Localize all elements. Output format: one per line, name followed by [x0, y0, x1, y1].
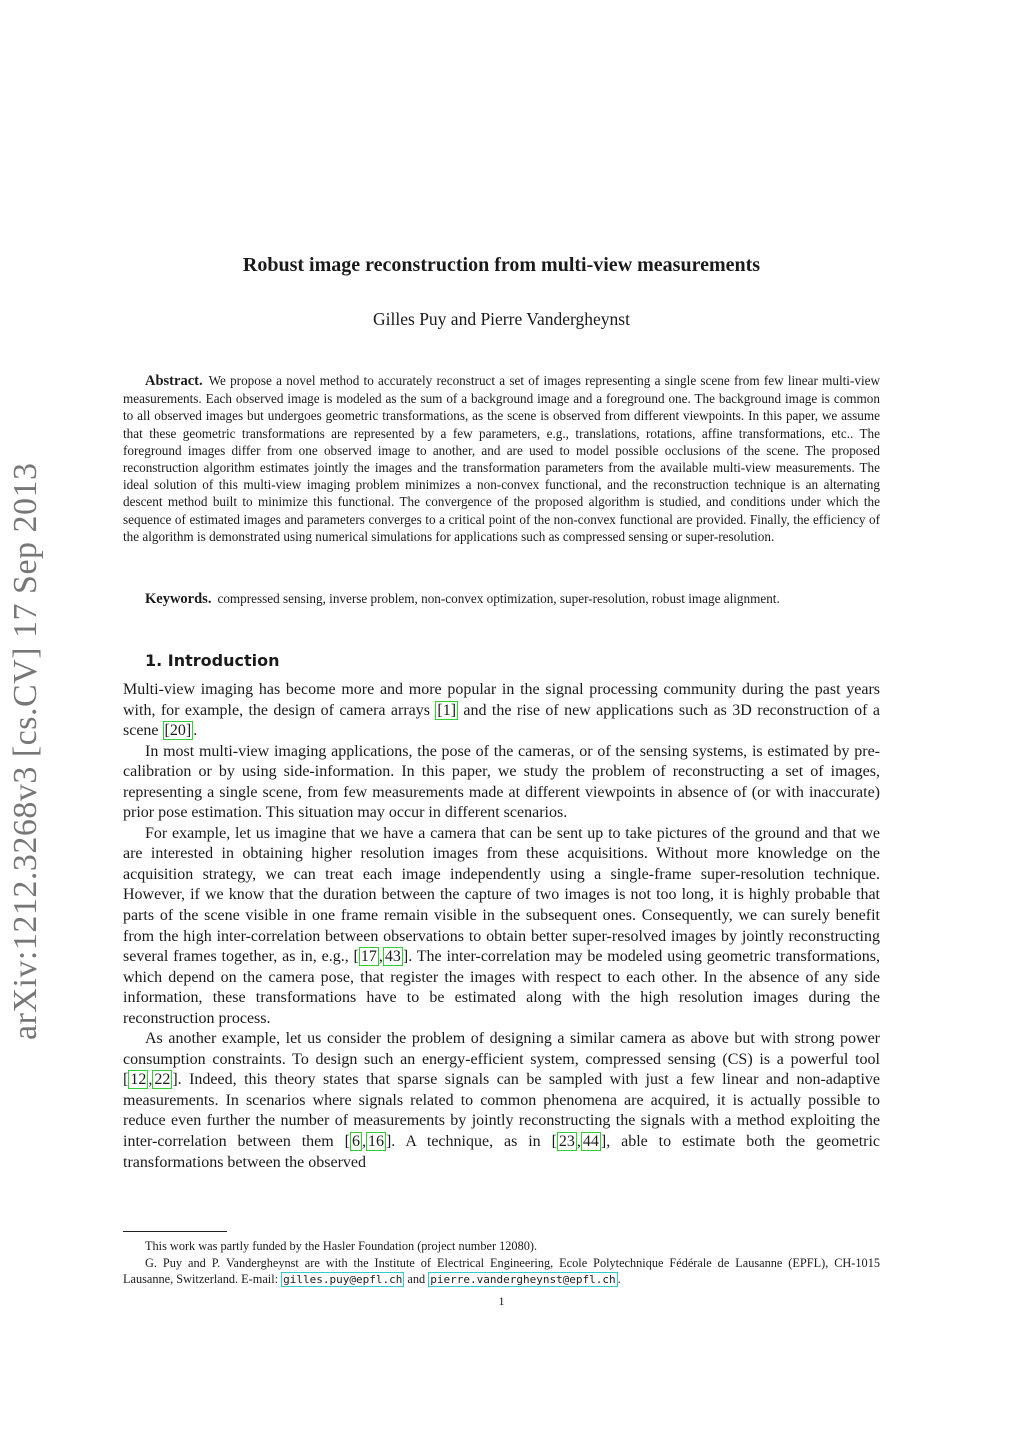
p3-text-1: For example, let us imagine that we have a camera that can be sent up to take pictures of the ground and that we are interested in obtaining higher resolution images from these acquisitions. Without more knowledge on the acquisition strategy, we can treat each image independently using a single-frame super-resolution technique. However, if we know that the duration between the capture of two images is not too long, it is highly probable that parts of the scene visible in one frame remain visible in the subsequent ones. Consequently, we can surely benefit from the high inter-correlation between observations to obtain better super-resolved images by jointly reconstructing several frames together, as in, e.g., [ — [123, 824, 880, 966]
citation-1[interactable]: [1] — [437, 701, 457, 719]
footnote-rule — [123, 1231, 227, 1232]
paper-title: Robust image reconstruction from multi-view measurements — [242, 254, 761, 276]
p4-text-1: As another example, let us consider the problem of designing a similar camera as above but with strong power consumption constraints. To design such an energy-efficient system, compressed sensing (CS) is a powerful tool [ — [123, 1030, 880, 1089]
citation-44[interactable]: 44 — [582, 1133, 599, 1151]
affiliation-text: G. Puy and P. Vandergheynst are with the Institute of Electrical Engineering, Ecole Polytechnique Fédérale de Lausanne (EPFL), CH-1015 Lausanne, Switzerland. E-mail: — [123, 1255, 880, 1286]
p4-text-3: ]. A technique, as in [ — [385, 1133, 557, 1151]
keywords-label: Keywords. — [145, 591, 212, 607]
section-heading-introduction: 1. Introduction — [145, 651, 280, 670]
footnotes — [123, 1238, 880, 1289]
citation-23[interactable]: 23 — [558, 1133, 575, 1151]
footnote-affiliation — [123, 1255, 880, 1289]
p1-text-1: Multi-view imaging has become more and more popular in the signal processing community during the past years with, for example, the design of camera arrays — [123, 681, 880, 719]
paper-authors: Gilles Puy and Pierre Vandergheynst — [373, 309, 630, 329]
p1-text-3: . — [193, 722, 198, 740]
citation-43[interactable]: 43 — [384, 948, 401, 966]
p4-sep-3: , — [576, 1133, 581, 1151]
page-number: 1 — [498, 1294, 505, 1308]
p4-sep-2: , — [361, 1133, 366, 1151]
citation-6[interactable]: 6 — [351, 1133, 360, 1151]
citation-12[interactable]: 12 — [130, 1071, 147, 1089]
paragraph-3 — [123, 824, 880, 1029]
citation-16[interactable]: 16 — [367, 1133, 384, 1151]
email-link-vandergheynst[interactable]: pierre.vandergheynst@epfl.ch — [430, 1273, 616, 1286]
citation-17[interactable]: 17 — [360, 948, 377, 966]
paragraph-2: In most multi-view imaging applications, the pose of the cameras, or of the sensing systems, is estimated by pre-calibration or by using side-information. In this paper, we study the problem of reconstructing a set of images, representing a single scene, from few measurements made at different viewpoints in absence of (or with inaccurate) prior pose estimation. This situation may occur in different scenarios. — [123, 742, 880, 822]
introduction-body — [123, 680, 880, 1173]
p4-text-2: ]. Indeed, this theory states that sparse signals can be sampled with just a few linear and non-adaptive measurements. In scenarios where signals related to common phenomena are acquired, it is actually possible to reduce even further the number of measurements by jointly reconstructing the signals with a method exploiting the inter-correlation between them [ — [123, 1071, 880, 1151]
footnote-end: . — [617, 1272, 621, 1286]
p1-text-2: and the rise of new applications such as 3D reconstruction of a scene — [123, 701, 880, 740]
footnote-funding: This work was partly funded by the Hasler Foundation (project number 12080). — [145, 1239, 538, 1253]
citation-22[interactable]: 22 — [154, 1071, 171, 1089]
p3-text-2: ]. The inter-correlation may be modeled using geometric transformations, which depend on the camera pose, that register the images with respect to each other. In the absence of any side information, these transformations have to be estimated along with the high resolution images during the reconstruction process. — [123, 948, 880, 1027]
abstract-label: Abstract. — [145, 373, 203, 389]
arxiv-side-stamp: arXiv:1212.3268v3 [cs.CV] 17 Sep 2013 — [7, 462, 44, 1040]
paragraph-4 — [123, 1029, 880, 1173]
p4-text-4: ], able to estimate both the geometric transformations between the observed — [123, 1133, 881, 1171]
p3-sep: , — [378, 948, 383, 966]
keywords-block — [123, 590, 880, 608]
abstract-text: We propose a novel method to accurately reconstruct a set of images representing a single scene from few linear multi-view measurements. Each observed image is modeled as the sum of a background image and a foreground one. The background image is common to all observed images but undergoes geometric transformations, as the scene is observed from different viewpoints. In this paper, we assume that these geometric transformations are represented by a few parameters, e.g., translations, rotations, affine transformations, etc.. The foreground images differ from one observed image to another, and are used to model possible occlusions of the scene. The proposed reconstruction algorithm estimates jointly the images and the transformation parameters from the available multi-view measurements. The ideal solution of this multi-view imaging problem minimizes a non-convex functional, and the reconstruction technique is an alternating descent method built to minimize this functional. The convergence of the proposed algorithm is studied, and conditions under which the sequence of estimated images and parameters converges to a critical point of the non-convex functional are provided. Finally, the efficiency of the algorithm is demonstrated using numerical simulations for applications such as compressed sensing or super-resolution. — [123, 373, 880, 544]
email-link-puy[interactable]: gilles.puy@epfl.ch — [283, 1273, 403, 1286]
abstract-block — [123, 372, 880, 545]
email-and: and — [404, 1272, 429, 1286]
paragraph-1 — [123, 680, 880, 742]
citation-20[interactable]: [20] — [164, 722, 192, 740]
p4-sep-1: , — [148, 1071, 153, 1089]
keywords-text: compressed sensing, inverse problem, non-convex optimization, super-resolution, robust image alignment. — [217, 591, 780, 606]
